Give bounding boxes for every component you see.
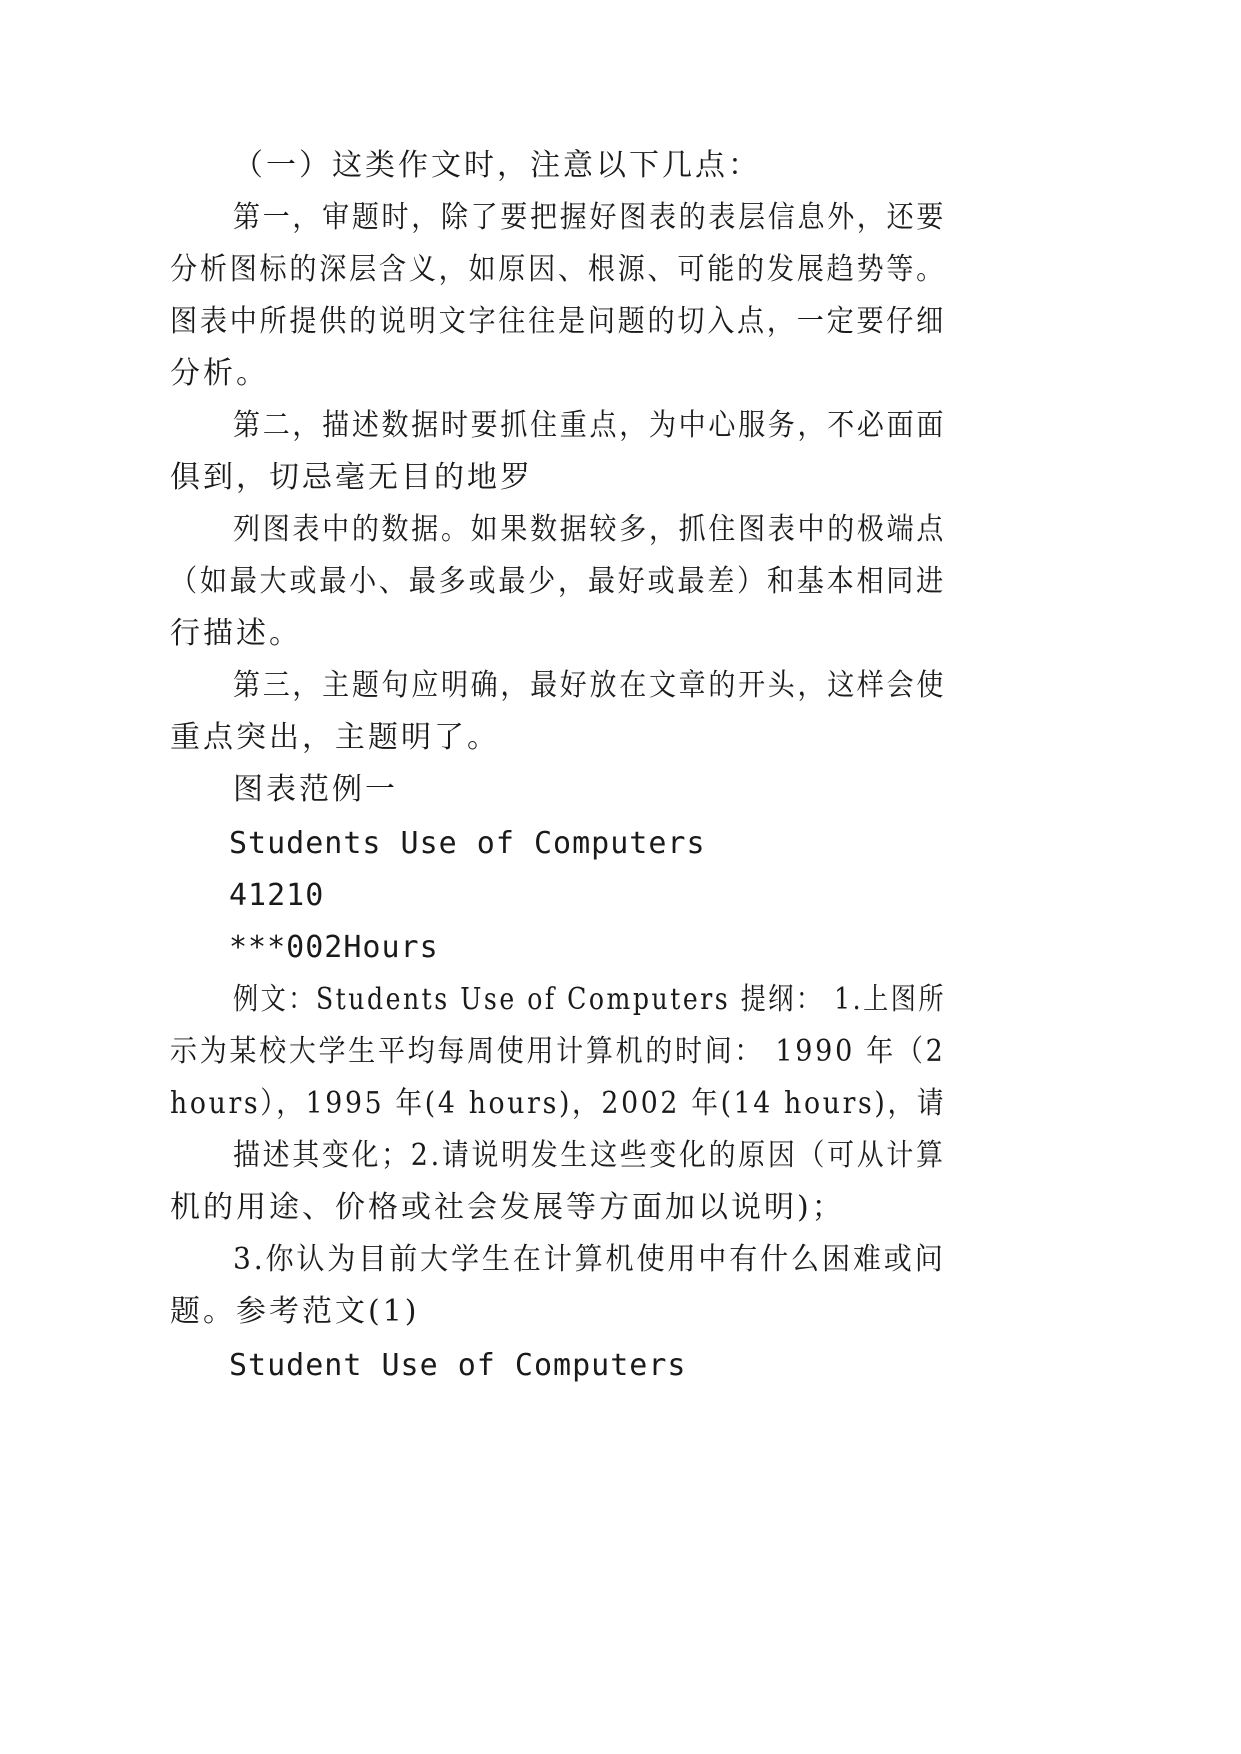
paragraph-line: （如最大或最小、最多或最少，最好或最差）和基本相同进 [170,564,946,599]
paragraph-line: 描述其变化；2.请说明发生这些变化的原因（可从计算 [233,1138,946,1173]
paragraph-line: 重点突出，主题明了。 [170,720,500,755]
paragraph-line: 第二，描述数据时要抓住重点，为中心服务，不必面面 [233,408,947,443]
paragraph-line: 图表中所提供的说明文字往往是问题的切入点，一定要仔细 [170,304,946,339]
paragraph-line: 列图表中的数据。如果数据较多，抓住图表中的极端点 [233,512,947,547]
paragraph-line: 分析图标的深层含义，如原因、根源、可能的发展趋势等。 [170,252,946,287]
chart-axis-text: ***002Hours [229,930,439,965]
paragraph-line: 第一，审题时，除了要把握好图表的表层信息外，还要 [233,200,947,235]
paragraph-line: 第三，主题句应明确，最好放在文章的开头，这样会使 [233,668,947,703]
chart-title-text: Students Use of Computers [229,826,706,861]
paragraph-line: 俱到，切忌毫无目的地罗 [170,460,533,495]
paragraph-line: 行描述。 [170,616,302,651]
paragraph-line: hours），1995 年(4 hours)，2002 年(14 hours)，请 [170,1086,947,1121]
paragraph-line: 分析。 [170,356,269,391]
paragraph-line: 3.你认为目前大学生在计算机使用中有什么困难或问 [233,1242,946,1277]
paragraph-line: 题。参考范文(1) [170,1294,420,1329]
chart-axis-text: 41210 [229,878,325,913]
example-heading: 图表范例一 [233,772,398,807]
paragraph-line: 示为某校大学生平均每周使用计算机的时间： 1990 年（2 [170,1034,946,1069]
section-heading: （一）这类作文时，注意以下几点： [233,148,761,183]
paragraph-line: 机的用途、价格或社会发展等方面加以说明)； [170,1190,845,1225]
paragraph-line: 例文：Students Use of Computers 提纲： 1.上图所 [233,982,947,1017]
essay-title: Student Use of Computers [229,1348,687,1383]
